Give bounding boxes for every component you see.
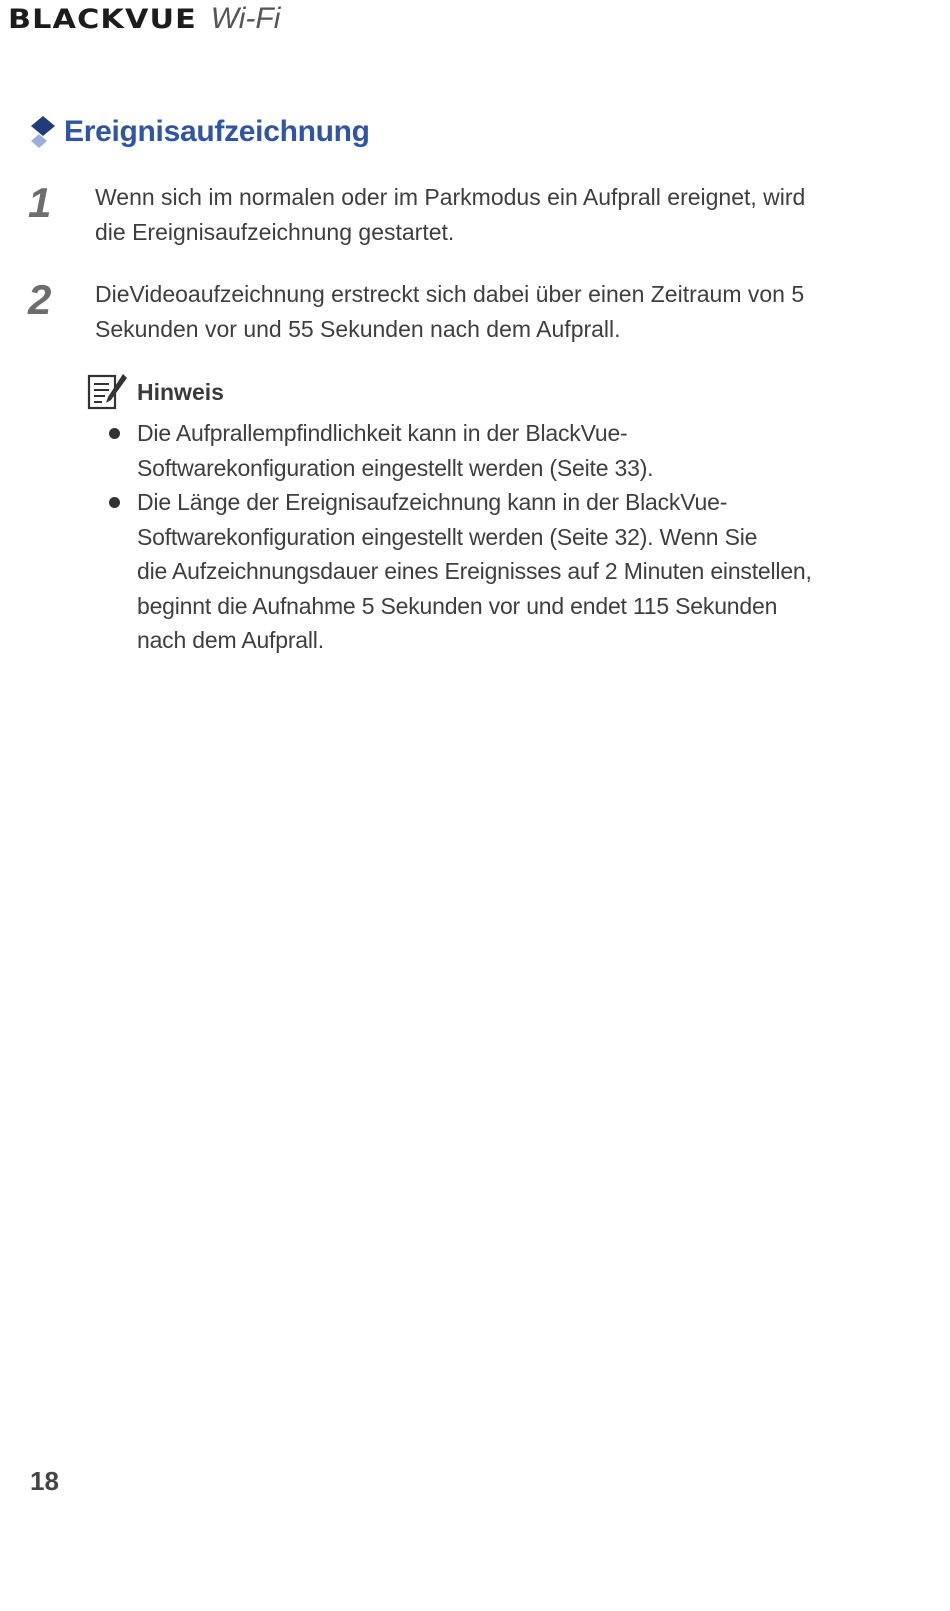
note-line: Softwarekonfiguration eingestellt werden (Seite 32). Wenn Sie — [137, 523, 758, 550]
page-title: Ereignisaufzeichnung — [64, 115, 370, 148]
bullet-dot-icon — [109, 497, 120, 508]
page-number: 18 — [30, 1466, 59, 1496]
note-list — [87, 416, 867, 658]
note-item — [87, 485, 867, 658]
step-line: DieVideoaufzeichnung erstreckt sich dabei über einen Zeitraum von 5 — [95, 281, 805, 307]
bullet-dot-icon — [109, 428, 120, 439]
section-heading — [28, 114, 370, 150]
step-line: die Ereignisaufzeichnung gestartet. — [95, 219, 455, 245]
product-name: Wi-Fi — [210, 2, 281, 35]
step-number: 2 — [28, 276, 52, 323]
brand-header — [8, 2, 280, 42]
note-header — [87, 372, 867, 412]
note-line: beginnt die Aufnahme 5 Sekunden vor und endet 115 Sekunden — [137, 592, 778, 619]
note-item — [87, 416, 867, 485]
brand-logo-text: BLACKVUE — [8, 4, 197, 35]
note-title: Hinweis — [137, 378, 224, 405]
note-line: Die Länge der Ereignisaufzeichnung kann in der BlackVue- — [137, 489, 728, 515]
note-line: die Aufzeichnungsdauer eines Ereignisses auf 2 Minuten einstellen, — [137, 558, 812, 584]
note-line: nach dem Aufprall. — [137, 627, 324, 653]
diamond-bullet-icon — [28, 114, 58, 150]
step-line: Sekunden vor und 55 Sekunden nach dem Aufprall. — [95, 316, 621, 342]
step-text — [95, 277, 835, 347]
note-line: Softwarekonfiguration eingestellt werden (Seite 33). — [137, 454, 654, 481]
note-pencil-icon — [87, 372, 129, 412]
step-text — [95, 180, 835, 250]
step-line: Wenn sich im normalen oder im Parkmodus ein Aufprall ereignet, wird — [95, 184, 806, 210]
step-number: 1 — [28, 179, 52, 226]
note-line: Die Aufprallempfindlichkeit kann in der BlackVue- — [137, 420, 628, 446]
note-block — [87, 372, 867, 658]
